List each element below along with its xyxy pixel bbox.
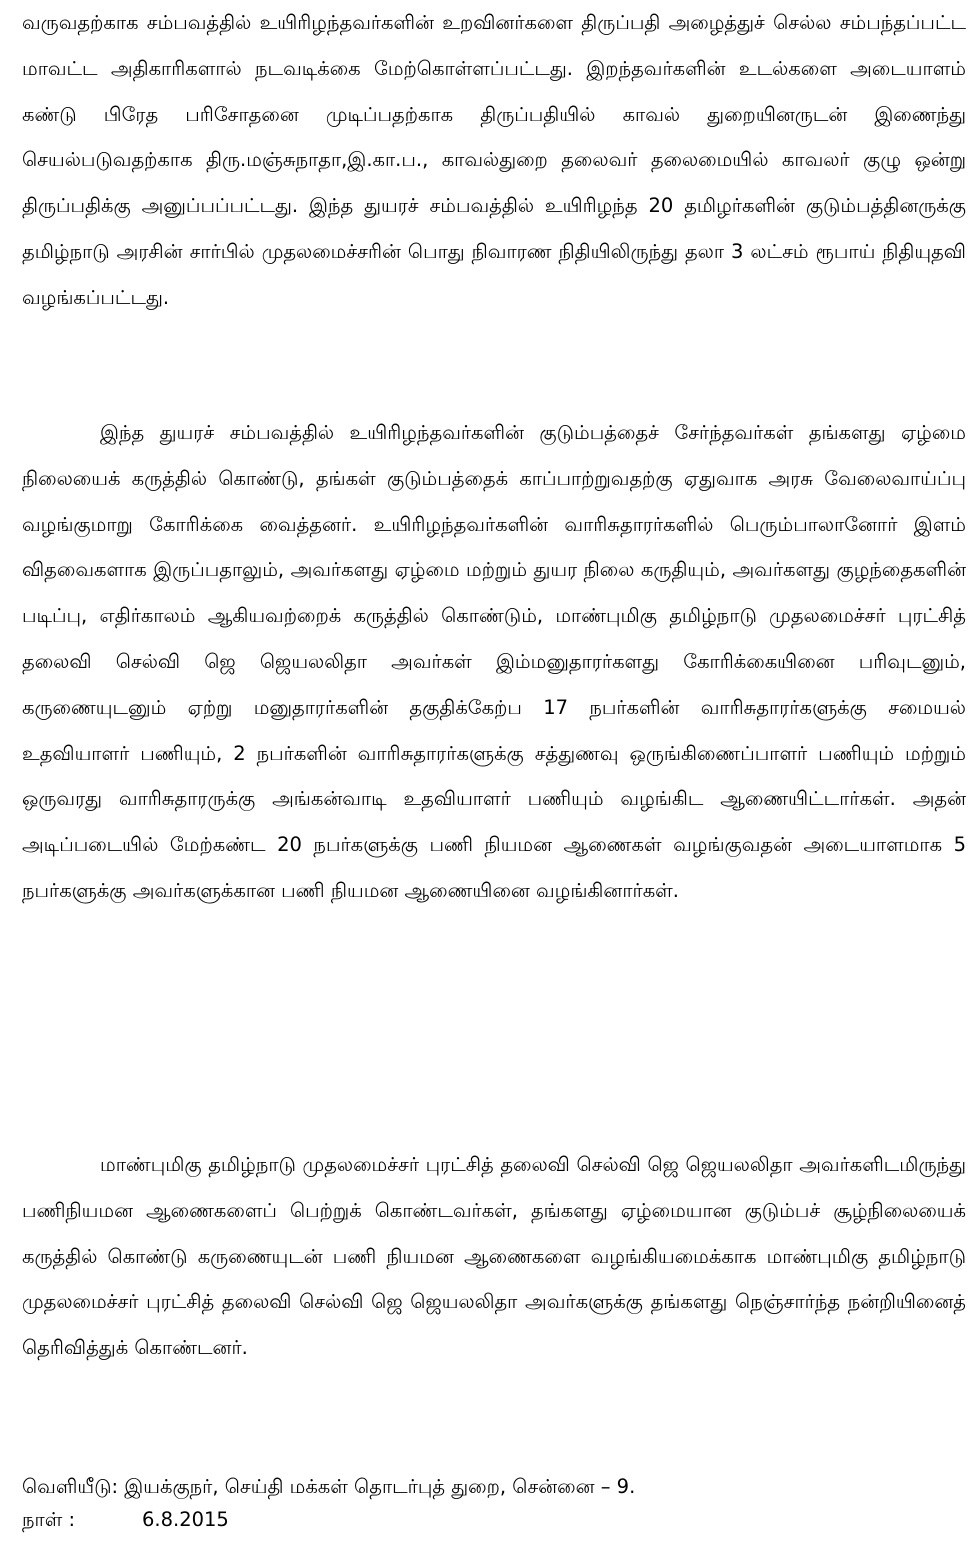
date-label: நாள் : (22, 1508, 76, 1531)
release-line: வெளியீடு: இயக்குநர், செய்தி மக்கள் தொடர்புத் துறை, சென்னை – 9. (22, 1475, 636, 1498)
date-line (22, 1505, 966, 1535)
paragraph-3: மாண்புமிகு தமிழ்நாடு முதலமைச்சர் புரட்சித் தலைவி செல்வி ஜெ ஜெயலலிதா அவர்களிடமிருந்து பணிநியமன ஆணைகளைப் பெற்றுக் கொண்டவர்கள், தங்களது ஏழ்மையான குடும்பச் சூழ்நிலையைக் கருத்தில் கொண்டு கருணையுடன் பணி நியமன ஆணைகளை வழங்கியமைக்காக மாண்புமிகு தமிழ்நாடு முதலமைச்சர் புரட்சித் தலைவி செல்வி ஜெ ஜெயலலிதா அவர்களுக்கு தங்களது நெஞ்சார்ந்த நன்றியினைத் தெரிவித்துக் கொண்டனர். (22, 1153, 966, 1360)
paragraph-2: இந்த துயரச் சம்பவத்தில் உயிரிழந்தவர்களின் குடும்பத்தைச் சேர்ந்தவர்கள் தங்களது ஏழ்மை நிலையைக் கருத்தில் கொண்டு, தங்கள் குடும்பத்தைக் காப்பாற்றுவதற்கு ஏதுவாக அரசு வேலைவாய்ப்பு வழங்குமாறு கோரிக்கை வைத்தனர். உயிரிழந்தவர்களின் வாரிசுதாரர்களில் பெரும்பாலானோர் இளம் விதவைகளாக இருப்பதாலும், அவர்களது ஏழ்மை மற்றும் துயர நிலை கருதியும், அவர்களது குழந்தைகளின் படிப்பு, எதிர்காலம் ஆகியவற்றைக் கருத்தில் கொண்டும், மாண்புமிகு தமிழ்நாடு முதலமைச்சர் புரட்சித் தலைவி செல்வி ஜெ ஜெயலலிதா அவர்கள் இம்மனுதாரர்களது கோரிக்கையினை பரிவுடனும், கருணையுடனும் ஏற்று மனுதாரர்களின் தகுதிக்கேற்ப 17 நபர்களின் வாரிசுதாரர்களுக்கு சமையல் உதவியாளர் பணியும், 2 நபர்களின் வாரிசுதாரர்களுக்கு சத்துணவு ஒருங்கிணைப்பாளர் பணியும் மற்றும் ஒருவரது வாரிசுதாரருக்கு அங்கன்வாடி உதவியாளர் பணியும் வழங்கிட ஆணையிட்டார்கள். அதன் அடிப்படையில் மேற்கண்ட 20 நபர்களுக்கு பணி நியமன ஆணைகள் வழங்குவதன் அடையாளமாக 5 நபர்களுக்கு அவர்களுக்கான பணி நியமன ஆணையினை வழங்கினார்கள். (22, 421, 966, 902)
paragraph-1: வருவதற்காக சம்பவத்தில் உயிரிழந்தவர்களின் உறவினர்களை திருப்பதி அழைத்துச் செல்ல சம்பந்தப்பட்ட மாவட்ட அதிகாரிகளால் நடவடிக்கை மேற்கொள்ளப்பட்டது. இறந்தவர்களின் உடல்களை அடையாளம் கண்டு பிரேத பரிசோதனை முடிப்பதற்காக திருப்பதியில் காவல் துறையினருடன் இணைந்து செயல்படுவதற்காக திரு.மஞ்சுநாதா,இ.கா.ப., காவல்துறை தலைவர் தலைமையில் காவலர் குழு ஒன்று திருப்பதிக்கு அனுப்பப்பட்டது. இந்த துயரச் சம்பவத்தில் உயிரிழந்த 20 தமிழர்களின் குடும்பத்தினருக்கு தமிழ்நாடு அரசின் சார்பில் முதலமைச்சரின் பொது நிவாரண நிதியிலிருந்து தலா 3 லட்சம் ரூபாய் நிதியுதவி வழங்கப்பட்டது. (22, 11, 966, 309)
date-value: 6.8.2015 (142, 1508, 229, 1531)
